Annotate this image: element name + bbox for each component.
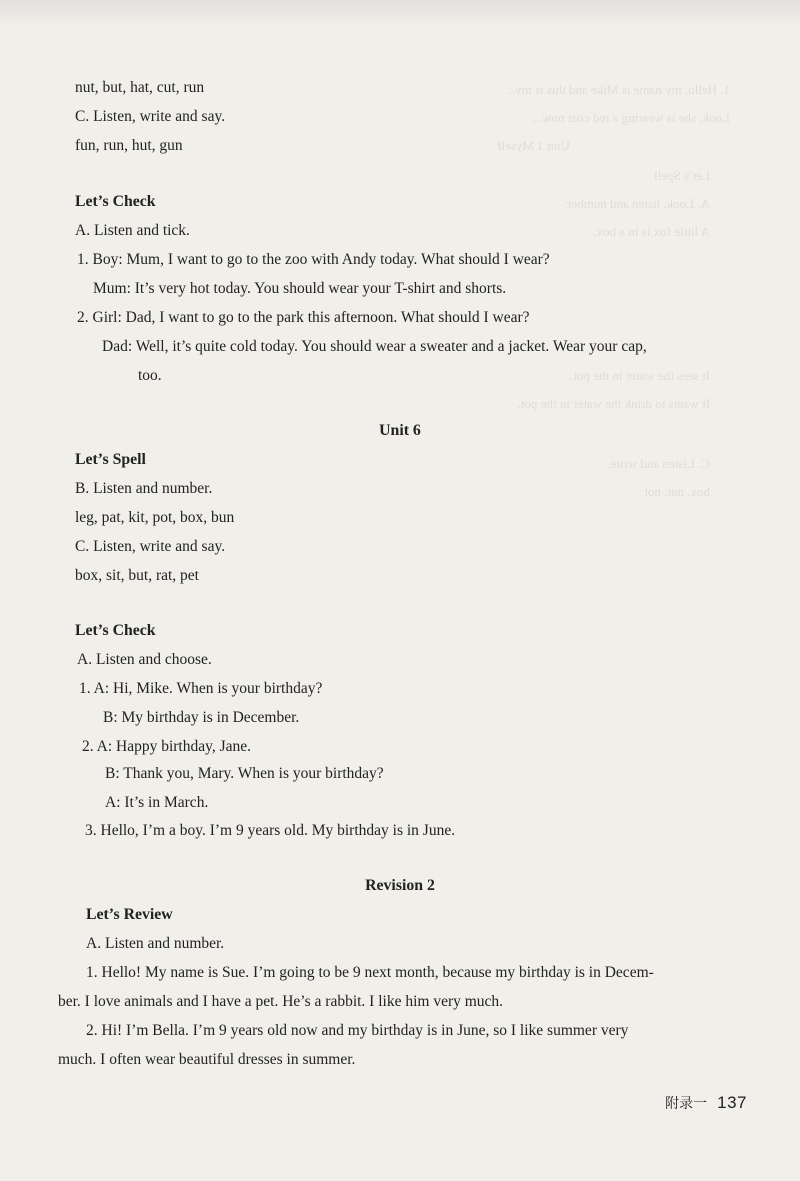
text-line: 2. A: Happy birthday, Jane.	[82, 738, 252, 755]
section-heading: Let’s Spell	[75, 451, 146, 468]
text-line: 1. A: Hi, Mike. When is your birthday?	[79, 680, 323, 697]
text-line: A. Listen and tick.	[75, 222, 190, 239]
page-footer	[665, 1093, 747, 1113]
text-line: B. Listen and number.	[75, 480, 213, 497]
section-heading: Let’s Check	[75, 622, 156, 639]
text-line: A. Listen and number.	[86, 935, 225, 952]
text-line: fun, run, hut, gun	[75, 137, 183, 154]
text-line: 3. Hello, I’m a boy. I’m 9 years old. My birthday is in June.	[85, 822, 456, 839]
bleed-through-text: 1. Hello, my name is Mike and this is my... Look, she is wearing a red coat now... Unit 1 Myself Let’s Spell A. Look, listen and number. A little fox is in a box. It sees the water in the pot. It wants to drink the water in the pot. C. Listen and write. box, nut, not	[497, 82, 730, 499]
page-number: 137	[717, 1093, 747, 1112]
text-line: A: It’s in March.	[105, 794, 209, 811]
text-line: much. I often wear beautiful dresses in summer.	[58, 1051, 356, 1068]
text-line: Dad: Well, it’s quite cold today. You should wear a sweater and a jacket. Wear your cap,	[102, 338, 647, 355]
text-line: box, sit, but, rat, pet	[75, 567, 199, 584]
text-line: nut, but, hat, cut, run	[75, 79, 205, 96]
page-top-shadow	[0, 0, 800, 26]
text-line: 2. Girl: Dad, I want to go to the park this afternoon. What should I wear?	[77, 309, 530, 326]
section-heading: Let’s Review	[86, 906, 173, 923]
text-line: Mum: It’s very hot today. You should wear your T-shirt and shorts.	[93, 280, 507, 297]
revision-title: Revision 2	[365, 877, 435, 894]
text-line: 2. Hi! I’m Bella. I’m 9 years old now and my birthday is in June, so I like summer very	[86, 1022, 629, 1039]
text-line: B: Thank you, Mary. When is your birthday?	[105, 765, 384, 782]
text-line: C. Listen, write and say.	[75, 538, 226, 555]
text-line: ber. I love animals and I have a pet. He’s a rabbit. I like him very much.	[58, 993, 504, 1010]
unit-title: Unit 6	[379, 422, 421, 439]
text-line: 1. Hello! My name is Sue. I’m going to be 9 next month, because my birthday is in Decem-	[86, 964, 654, 981]
section-heading: Let’s Check	[75, 193, 156, 210]
appendix-label: 附录一	[665, 1096, 708, 1112]
text-line: 1. Boy: Mum, I want to go to the zoo with Andy today. What should I wear?	[77, 251, 550, 268]
text-line: too.	[138, 367, 162, 384]
text-line: B: My birthday is in December.	[103, 709, 300, 726]
text-line: C. Listen, write and say.	[75, 108, 226, 125]
text-line: leg, pat, kit, pot, box, bun	[75, 509, 235, 526]
text-line: A. Listen and choose.	[77, 651, 212, 668]
